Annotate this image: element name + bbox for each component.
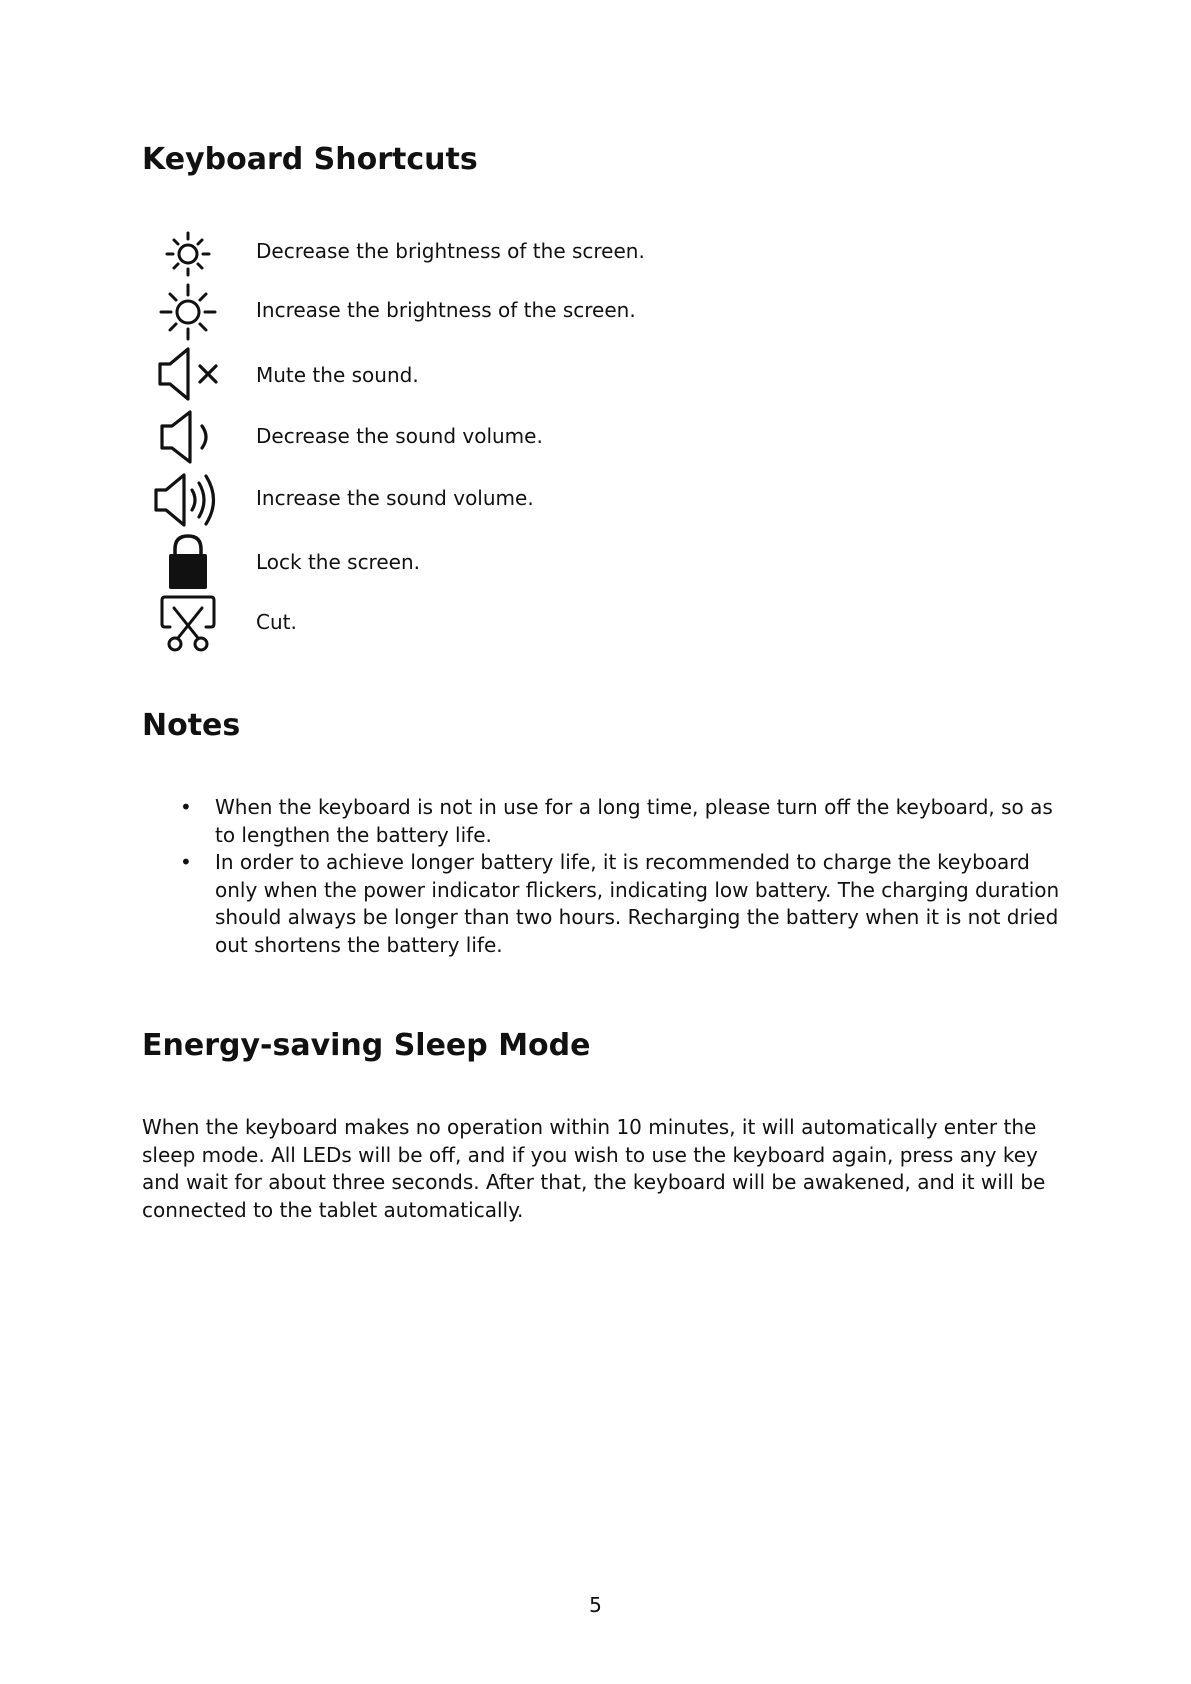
note-text: In order to achieve longer battery life, it is recommended to charge the keyboard only when the power indicator flickers, indicating low battery. The charging duration should always be longer than two hours. Recharging the battery when it is not dried out shortens the battery life. — [215, 850, 1060, 957]
shortcut-row-brightness-down — [148, 224, 948, 284]
shortcut-label: Decrease the sound volume. — [256, 424, 543, 448]
list-item — [180, 849, 1060, 959]
shortcut-row-volume-down — [148, 408, 948, 468]
shortcut-row-volume-up — [148, 470, 948, 530]
brightness-down-icon — [148, 224, 228, 284]
page-number: 5 — [589, 1593, 602, 1617]
mute-icon — [148, 344, 228, 404]
lock-icon — [148, 533, 228, 593]
shortcut-label: Increase the sound volume. — [256, 486, 534, 510]
volume-up-icon — [148, 470, 228, 530]
sleep-heading: Energy-saving Sleep Mode — [142, 1028, 591, 1063]
volume-down-icon — [148, 408, 228, 468]
shortcut-label: Mute the sound. — [256, 363, 419, 387]
shortcut-row-brightness-up — [148, 282, 948, 342]
shortcut-row-lock — [148, 533, 948, 593]
bullet-icon: • — [180, 795, 192, 819]
shortcuts-heading: Keyboard Shortcuts — [142, 142, 478, 177]
cut-icon — [148, 594, 228, 654]
shortcut-label: Decrease the brightness of the screen. — [256, 239, 645, 263]
notes-heading: Notes — [142, 708, 241, 743]
shortcut-row-mute — [148, 344, 948, 404]
notes-list — [180, 794, 1060, 959]
sleep-paragraph: When the keyboard makes no operation within 10 minutes, it will automatically enter the sleep mode. All LEDs will be off, and if you wish to use the keyboard again, press any key and wait for about three seconds. After that, the keyboard will be awakened, and it will be connected to the tablet automatically. — [142, 1115, 1046, 1222]
note-text: When the keyboard is not in use for a long time, please turn off the keyboard, so as to lengthen the battery life. — [215, 795, 1053, 847]
brightness-up-icon — [148, 282, 228, 342]
shortcut-label: Lock the screen. — [256, 550, 420, 574]
shortcut-label: Increase the brightness of the screen. — [256, 298, 636, 322]
list-item — [180, 794, 1060, 849]
shortcut-row-cut — [148, 594, 948, 654]
shortcut-label: Cut. — [256, 610, 297, 634]
bullet-icon: • — [180, 850, 192, 874]
